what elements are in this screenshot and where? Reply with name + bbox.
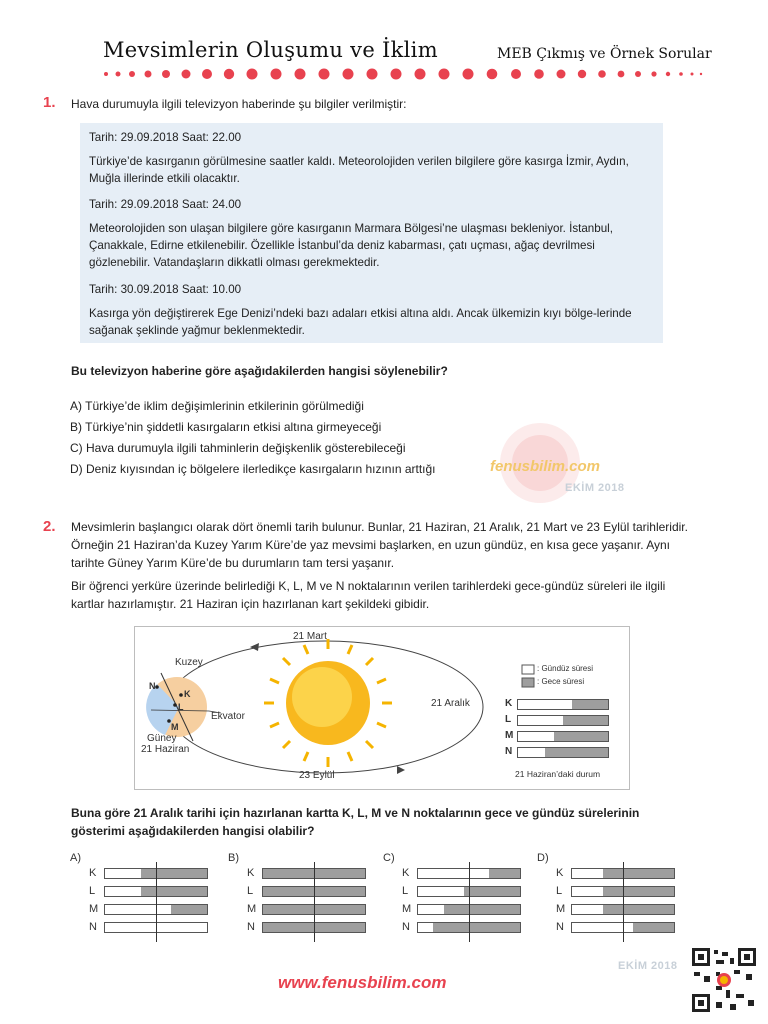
option-bar-m-night-fill xyxy=(444,905,521,914)
news-info-box xyxy=(80,123,663,343)
page-subtitle: MEB Çıkmış ve Örnek Sorular xyxy=(497,46,712,62)
option-bar-l-night-fill xyxy=(464,887,520,896)
june-card-bar-n xyxy=(517,747,609,758)
option-bar-k-night-fill xyxy=(489,869,520,878)
qr-code-icon[interactable] xyxy=(690,946,758,1014)
option-point-label: K xyxy=(247,867,255,879)
option-point-label: M xyxy=(247,903,257,915)
question-2-number: 2. xyxy=(43,518,56,535)
answer-option-a[interactable]: A) Türkiye’de iklim değişimlerinin etkilerinin görülmediği xyxy=(70,399,364,413)
option-point-label: L xyxy=(89,885,96,897)
legend-day: : Gündüz süresi xyxy=(537,664,594,673)
june-card-bar-l-night-fill xyxy=(563,716,608,725)
option-point-label: L xyxy=(247,885,254,897)
news-date-1: Tarih: 29.09.2018 Saat: 22.00 xyxy=(89,131,242,144)
question-2-prompt: Buna göre 21 Aralık tarihi için hazırlanan kartta K, L, M ve N noktalarının gece ve gündüz sürelerinin gösterimi aşağıdakilerden hangisi olabilir? xyxy=(71,806,640,838)
option-bar-n-night-fill xyxy=(633,923,674,932)
option-bar-m-night-fill xyxy=(603,905,674,914)
option-bar-k-night-fill xyxy=(603,869,674,878)
option-bar-k-night-fill xyxy=(141,869,207,878)
label-march: 21 Mart xyxy=(293,631,327,642)
option-point-label: M xyxy=(89,903,99,915)
news-text-2: Meteorolojiden son ulaşan bilgilere göre kasırganın Marmara Bölgesi’ne ulaşması bekleniyor. İstanbul, Çanakkale, Edirne etkilenebilir. Özellikle İstanbul’da deniz kabarması, çatı uçması, ağaç devrilmesi gözlenebilir. Vatandaşların dikkatli olması gerekmektedir. xyxy=(89,222,613,269)
earth-point-l: L xyxy=(178,702,184,712)
label-september: 23 Eylül xyxy=(299,770,335,781)
question-1-source: EKİM 2018 xyxy=(565,482,625,494)
option-point-label: K xyxy=(89,867,97,879)
watermark-text: fenusbilim.com xyxy=(490,458,601,475)
option-letter[interactable]: B) xyxy=(228,852,239,864)
footer-website[interactable]: www.fenusbilim.com xyxy=(278,973,447,992)
option-midline xyxy=(156,862,157,942)
option-bar-n-night-fill xyxy=(433,923,520,932)
option-point-label: L xyxy=(402,885,409,897)
option-point-label: L xyxy=(556,885,563,897)
june-card-bar-l xyxy=(517,715,609,726)
card-caption: 21 Haziran’daki durum xyxy=(515,769,601,779)
june-card-bar-m-night-fill xyxy=(554,732,608,741)
option-point-label: M xyxy=(402,903,412,915)
option-letter[interactable]: A) xyxy=(70,852,81,864)
option-letter[interactable]: C) xyxy=(383,852,395,864)
answer-option-c[interactable]: C) Hava durumuyla ilgili tahminlerin değişkenlik gösterebileceği xyxy=(70,441,406,455)
option-point-label: N xyxy=(89,921,97,933)
label-equator: Ekvator xyxy=(211,711,245,722)
answer-option-d[interactable]: D) Deniz kıyısından iç bölgelere ilerledikçe kasırgaların hızının arttığı xyxy=(70,462,436,476)
earth-point-m: M xyxy=(171,722,179,732)
question-1-number: 1. xyxy=(43,94,56,111)
option-bar-l-night-fill xyxy=(603,887,674,896)
question-2-source: EKİM 2018 xyxy=(618,960,678,972)
label-north: Kuzey xyxy=(175,657,203,668)
question-2-paragraph-2: Bir öğrenci yerküre üzerinde belirlediği K, L, M ve N noktalarının verilen tarihlerdeki gece-gündüz süreleri ile ilgili kartlar hazırlamıştır. 21 Haziran için hazırlanan kart şekildeki gibidir. xyxy=(71,579,666,611)
option-midline xyxy=(469,862,470,942)
option-point-label: K xyxy=(556,867,564,879)
option-midline xyxy=(314,862,315,942)
label-december: 21 Aralık xyxy=(431,698,470,709)
option-midline xyxy=(623,862,624,942)
june-card-bar-k-night-fill xyxy=(572,700,608,709)
label-south: Güney xyxy=(147,733,177,744)
question-1-intro: Hava durumuyla ilgili televizyon haberinde şu bilgiler verilmiştir: xyxy=(71,97,407,111)
news-text-3: Kasırga yön değiştirerek Ege Denizi’ndeki bazı adaları etkisi altına aldı. Ancak ülkemizin kıyı bölge-lerinde sağanak şeklinde yağmur beklenmektedir. xyxy=(89,307,632,337)
seasons-figure xyxy=(134,626,630,790)
label-june: 21 Haziran xyxy=(141,744,190,755)
option-point-label: N xyxy=(402,921,410,933)
option-point-label: K xyxy=(402,867,410,879)
news-date-2: Tarih: 29.09.2018 Saat: 24.00 xyxy=(89,198,242,211)
option-bar-l-night-fill xyxy=(141,887,207,896)
card-label-l: L xyxy=(505,714,512,725)
option-point-label: M xyxy=(556,903,566,915)
card-label-k: K xyxy=(505,698,513,709)
option-point-label: N xyxy=(247,921,255,933)
page-title: Mevsimlerin Oluşumu ve İklim xyxy=(103,38,438,62)
june-card-bar-m xyxy=(517,731,609,742)
legend-night: : Gece süresi xyxy=(537,677,585,686)
news-date-3: Tarih: 30.09.2018 Saat: 10.00 xyxy=(89,283,242,296)
earth-point-n: N xyxy=(149,681,156,691)
answer-option-b[interactable]: B) Türkiye’nin şiddetli kasırgaların etkisi altına girmeyeceği xyxy=(70,420,382,434)
question-2-paragraph-1: Mevsimlerin başlangıcı olarak dört önemli tarih bulunur. Bunlar, 21 Haziran, 21 Aralık, 21 Mart ve 23 Eylül tarihleridir. Örneğin 21 Haziran’da Kuzey Yarım Küre’de yaz mevsimi başlarken, en uzun gündüz, en kısa gece yaşanır. Aynı tarihte Güney Yarım Küre’de bu durumların tam tersi yaşanır. xyxy=(71,520,688,570)
news-text-1: Türkiye’de kasırganın görülmesine saatler kaldı. Meteorolojiden verilen bilgilere göre kasırga İzmir, Aydın, Muğla illerinde etkili olacaktır. xyxy=(89,155,629,185)
card-label-m: M xyxy=(505,730,514,741)
option-bar-m-night-fill xyxy=(171,905,207,914)
header-dots-divider xyxy=(103,68,703,80)
june-card-bar-k xyxy=(517,699,609,710)
earth-point-k: K xyxy=(184,689,191,699)
card-label-n: N xyxy=(505,746,513,757)
question-1-prompt: Bu televizyon haberine göre aşağıdakilerden hangisi söylenebilir? xyxy=(71,364,448,378)
option-point-label: N xyxy=(556,921,564,933)
june-card-bar-n-night-fill xyxy=(545,748,608,757)
option-letter[interactable]: D) xyxy=(537,852,549,864)
